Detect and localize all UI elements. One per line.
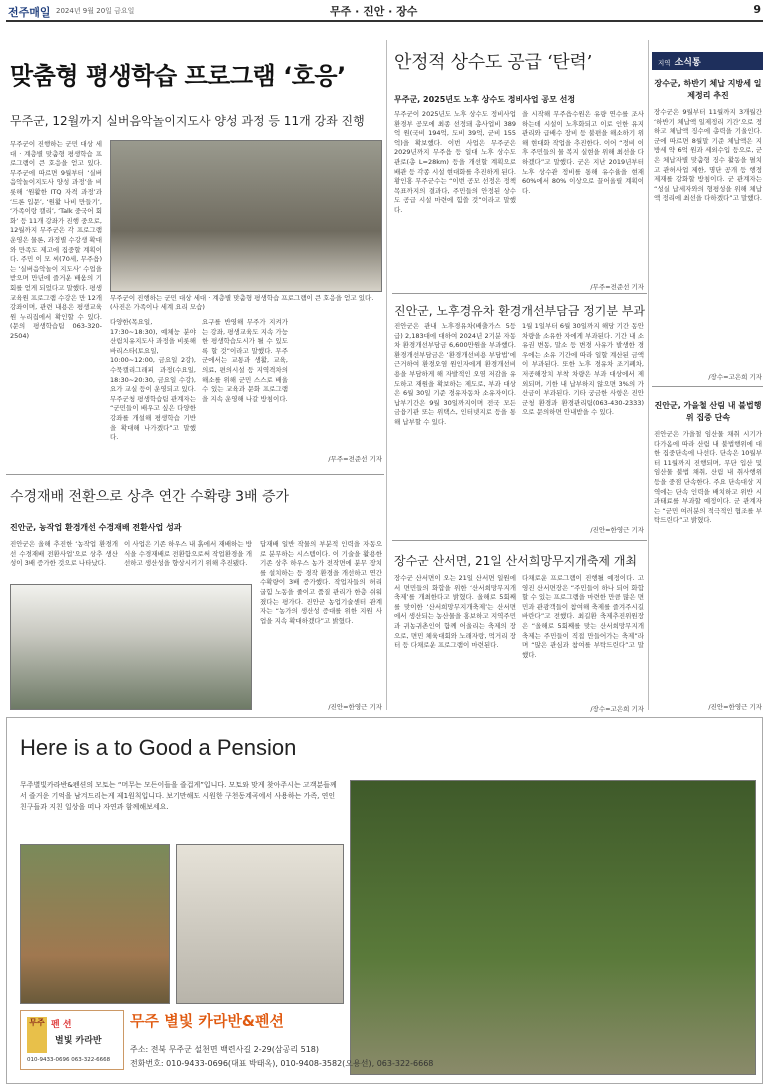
article-4-byline: /진안=한영근 기자 — [328, 703, 382, 711]
ad-title: Here is a to Good a Pension — [20, 735, 297, 760]
article-3-title: 진안군, 노후경유차 환경개선부담금 정기분 부과 — [394, 304, 645, 318]
article-1-subtitle: 무주군, 12월까지 실버음악놀이지도사 양성 과정 등 11개 강좌 진행 — [10, 114, 365, 128]
sidebar-label-small: 지역 — [658, 59, 671, 67]
article-1-title: 맞춤형 평생학습 프로그램 ‘호응’ — [10, 62, 346, 90]
article-divider — [6, 474, 384, 475]
article-1-col4: 요구를 반영해 무주가 지켜가는 강좌, 평생교육도 지속 가능한 평생학습도시가 될 수 있도록 할 것”이라고 말했다. 무주군에서는 교통과 생활, 교육, 의료, 편의시설 등 지역격차의 해소를 위해 군민 스스로 배울 수 있는 교육과 문화 프로그램을 지속 운영해 나갈 방침이다. — [202, 318, 288, 403]
ad-photo-terrace — [20, 844, 170, 1004]
sidebar-header — [652, 52, 763, 70]
article-4-title: 수경재배 전환으로 상추 연간 수확량 3배 증가 — [10, 489, 290, 505]
article-5-col1: 장수군 산서면이 오는 21일 산서면 일원에서 면민들의 화합을 위한 ‘산서희망무지개축제’를 개최한다고 밝혔다. 올해로 5회째를 맞이한 ‘산서희망무지개축제’는 산서면에서 생산되는 농산물을 홍보하고 지역주민과 귀농귀촌인이 함께 어울리는 축제의 장으로, 면민 체육대회와 노래자랑, 먹거리 장터 등 다채로운 프로그램이 마련된다. — [394, 574, 516, 650]
ad-description: 무주별빛카라반&펜션의 모토는 “머무는 모든이들을 즐겁게”입니다. 모토와 맞게 찾아주시는 고객분들께서 즐거운 기억을 남겨드리는게 제1원칙입니다. 보기만해도 시원한 구천동계곡에서 사용하는 가족, 연인 친구들과 지친 일상을 떠나 자연과 함께해보세요. — [20, 781, 337, 811]
sign-phone: 010-9433-0696 063-322-6668 — [27, 1057, 111, 1063]
article-3-byline: /진안=한영근 기자 — [590, 526, 644, 534]
article-1-caption: 무주군이 진행하는 군민 대상 세대 · 계층별 맞춤형 평생학습 프로그램이 큰 호응을 얻고 있다.(사진은 가족이나 세계 요리 모습) — [110, 294, 374, 311]
sign-left-text: 무주 — [27, 1017, 47, 1053]
header-rule — [6, 20, 763, 22]
article-divider — [392, 540, 647, 541]
column-divider — [648, 40, 649, 710]
article-5-title: 장수군 산서면, 21일 산서희망무지개축제 개최 — [394, 554, 637, 568]
column-divider — [386, 40, 387, 710]
sidebar-item-1-body: 장수군은 9월부터 11월까지 3개월간 ‘하반기 체납액 일제정리 기간’으로 정하고 체납액 징수에 총력을 기울인다. 군에 따르면 8월말 기준 체납액은 지방세 약 6억 원과 세외수입 등으로, 군은 체납자별 맞춤형 징수 활동을 펼치고 관허사업 제한, 명단 공개 등 행정제재를 강화할 방침이다. 군 관계자는 “성실 납세자와의 형평성을 위해 체납액 정리에 최선을 다하겠다”고 말했다. — [654, 108, 762, 203]
sign-brand: 펜 션 — [51, 1020, 72, 1030]
ad-business-name: 무주 별빛 카라반&펜션 — [130, 1012, 284, 1030]
ad-photo-interior — [176, 844, 344, 1004]
sidebar-label: 소식통 — [674, 58, 701, 68]
issue-date: 2024년 9월 20일 금요일 — [56, 7, 135, 15]
article-3-col2: 1월 1일부터 6월 30일까지 해당 기간 동안 차량을 소유한 자에게 부과된다. 기간 내 소유권 변동, 말소 등 변경 사유가 발생한 경우에는 소유 기간에 따라 일할 계산된 금액이 부과된다. 또한 노후 경유차 조기폐차, 저공해장치 부착 차량은 부과 대상에서 제외되며, 기한 내 납부하지 않으면 3%의 가산금이 부과된다. 기타 궁금한 사항은 진안군청 환경과 환경관리팀(063-430-2333)으로 문의하면 안내받을 수 있다. — [522, 322, 644, 417]
article-2-col1: 무주군이 2025년도 노후 상수도 정비사업 환경부 공모에 최종 선정돼 총사업비 389억 원(국비 194억, 도비 39억, 군비 155억)을 확보했다. 이번 사업은 무주군은 2029년까지 무주읍 등 일대 노후 상수도 관로(총 L=28km) 등을 개선할 계획으로 배관 등 각종 시설 현대화를 추진하게 된다. 황인홍 무주군수는 “이번 공모 선정은 정책목표까지의 결과다, 주민들의 안정된 상수도 공급 시설 마련에 힘쓸 것”이라고 말했다. — [394, 110, 516, 214]
article-4-photo — [10, 584, 252, 710]
ad-signboard — [20, 1010, 124, 1070]
sidebar-item-1-title: 장수군, 하반기 체납 지방세 일제정리 추진 — [654, 79, 762, 100]
article-4-col2: 이 사업은 기존 하우스 내 흙에서 재배하는 방식을 수경재배로 전환함으로써 작업환경을 개선하고 생산성을 향상시키기 위해 추진됐다. — [124, 540, 252, 568]
sidebar-item-2-byline: /진안=한영근 기자 — [708, 703, 762, 711]
article-1-col1: 무주군이 진행하는 군민 대상 세대 · 계층별 맞춤형 평생학습 프로그램이 큰 호응을 얻고 있다. 무주군에 따르면 9월부터 ‘실버음악놀이지도사 양성 과정’을 비롯해 ‘원활한 ITQ 자격 과정’과 ‘드론 입문’, ‘원활 나비 만들기’, ‘가족이랑 캘리’, ‘Talk 중국어 회화’ 등 11개 강좌가 진행 중으로, 12월까지 무주군은 각 프로그램 운영은 물론, 과정별 수강생 확대와 만족도 제고에 집중할 계획이다. 주민 이 모 씨(70세, 무주읍)는 ‘실버음악놀이 지도사’ 수업을 받으며 만년에 즐거운 배움의 기회를 얻게 되었다고 말했다. 평생교육원 프로그램 수강은 만 12개 강좌이며, 관련 내용은 평생교육원 누리집에서 확인할 수 있다. (문의 평생학습팀 063-320-2504) — [10, 140, 102, 340]
article-2-title: 안정적 상수도 공급 ‘탄력’ — [394, 52, 592, 73]
article-4-col1: 진안군은 올해 추진한 ‘농작업 환경개선 수경재배 전환사업’으로 상추 생산성이 3배 증가한 것으로 나타났다. — [10, 540, 118, 568]
sidebar-item-2-body: 진안군은 가을철 임산물 채취 시기가 다가옴에 따라 산림 내 불법행위에 대한 집중단속에 나선다. 단속은 10월부터 11월까지 진행되며, 무단 입산 및 임산물 불법 채취, 산림 내 취사행위 등을 중점 단속한다. 주요 단속대상 지역에는 단속 인력을 배치하고 위반 시 과태료를 부과할 예정이다. 군 관계자는 “군민 여러분의 적극적인 협조를 부탁드린다”고 밝혔다. — [654, 430, 762, 525]
article-3-col1: 진안군은 관내 노후경유차(배출가스 5등급) 2,183대에 대하여 2024년 2기분 자동차 환경개선부담금 6,600만원을 부과했다. 환경개선부담금은 ‘환경개선비용 부담법’에 근거하여 환경오염 원인자에게 환경개선비용을 부담하게 해 자발적인 오염 저감을 유도하고 재원을 확보하는 제도로, 부과 대상은 6월 30일 기준 경유자동차 소유자이다. 납부기간은 9월 30일까지이며 전국 모든 금융기관 또는 위택스, 인터넷지로 등을 통해 납부할 수 있다. — [394, 322, 516, 426]
article-1-byline: /무주=전준선 기자 — [328, 455, 382, 463]
article-divider — [392, 293, 647, 294]
article-2-byline: /무주=전준선 기자 — [590, 283, 644, 291]
article-5-col2: 다채로운 프로그램이 진행될 예정이다. 고영진 산서면장은 “주민들이 하나 되어 화합할 수 있는 프로그램을 마련한 만큼 많은 면민과 관광객들이 참여해 축제를 즐겨주시길 바란다”고 전했다. 최길환 축제추진위원장은 “올해로 5회째를 맞는 산서희망무지개축제는 주민들이 직접 만들어가는 축제”라며 “많은 관심과 참여를 부탁드린다”고 말했다. — [522, 574, 644, 659]
article-1-col3: 다양한(목요일, 17:30~18:30), 예체능 분야 산림치유지도사 과정을 비롯해 바리스타(토요일, 10:00~12:00, 금요일 2강), 수묵캘리그래피 과정(수요일, 18:30~20:30, 금요일 수강), 요가 교실 등이 운영되고 있다. 무주군청 평생학습팀 관계자는 “군민들이 배우고 싶은 다양한 강좌를 개설해 평생학습 기반을 확대해 나가겠다”고 말했다. — [110, 318, 196, 442]
article-1-photo — [110, 140, 382, 292]
newspaper-logo: 전주매일 — [8, 6, 51, 19]
article-4-col3: 답재배 일반 작물의 부분적 인력을 자동으로 분무하는 시스템이다. 이 기술을 활용한 기존 상추 하우스 농가 전작면에 분무 장치를 설치하는 등 경작 환경을 개선하고 연간 수확량이 3배 증가했다. 작업자들의 허리 굽힘 노동을 줄이고 품질 관리가 한층 쉬워졌다는 평가다. 진안군 농업기술센터 관계자는 “농가의 생산성 증대를 위한 지원 사업을 지속 확대하겠다”고 밝혔다. — [260, 540, 382, 625]
page-number: 9 — [753, 3, 761, 16]
sidebar-item-2-title: 진안군, 가을철 산림 내 불법행위 집중 단속 — [654, 401, 762, 422]
sidebar-divider — [652, 386, 763, 387]
ad-phone: 전화번호: 010-9433-0696(대표 박태옥), 010-9408-3582(오용선), 063-322-6668 — [130, 1059, 434, 1068]
section-title: 무주 · 진안 · 장수 — [330, 5, 418, 18]
article-5-byline: /장수=고은희 기자 — [590, 705, 644, 713]
sign-sub: 별빛 카라반 — [55, 1036, 102, 1046]
ad-photo-caravans — [350, 780, 756, 1075]
article-2-subtitle: 무주군, 2025년도 노후 상수도 정비사업 공모 선정 — [394, 95, 576, 104]
ad-address: 주소: 전북 무주군 설천면 백련사길 2-29(삼공리 518) — [130, 1045, 319, 1054]
sidebar-item-1-byline: /장수=고은희 기자 — [708, 373, 762, 381]
article-2-col2: 을 시작해 무주읍수원은 유량 연수를 조사하는데 시설이 노후화되고 이로 인한 유지관리와 급배수 장비 등 불편을 해소하기 위해 현대화 작업을 추진한다. 이어 “정비 이후 주민들의 물 복지 실현을 위해 최선을 다하겠다”고 말했다. 군은 지난 2019년부터 노후 상수관 정비를 통해 유수율을 현재 60%에서 80% 이상으로 끌어올릴 계획이다. — [522, 110, 644, 195]
article-4-subtitle: 진안군, 농작업 환경개선 수경재배 전환사업 성과 — [10, 523, 182, 532]
